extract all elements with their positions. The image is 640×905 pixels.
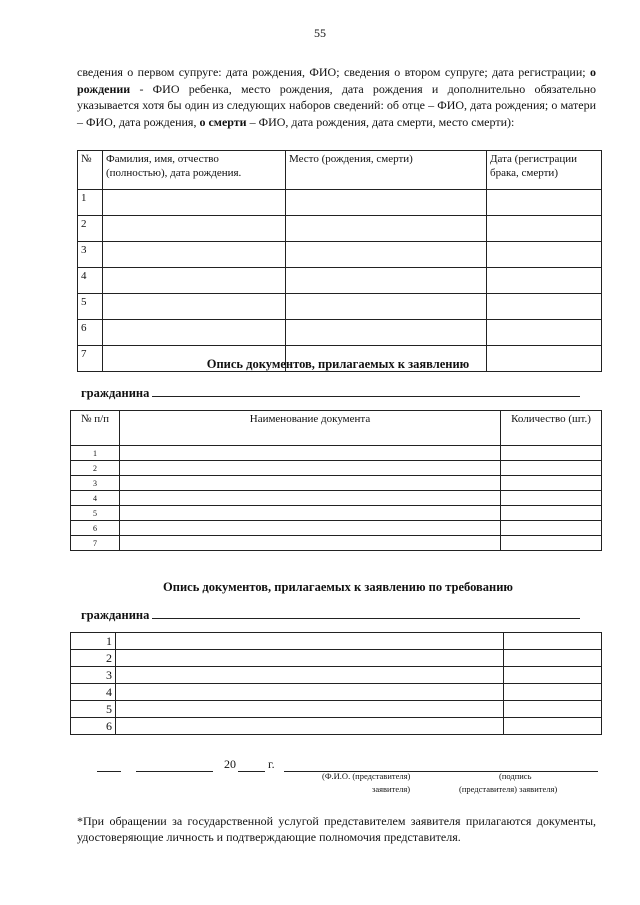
table-row [71, 701, 602, 718]
page-number: 55 [314, 26, 326, 40]
date-cell[interactable] [487, 294, 602, 320]
document-name-cell[interactable] [120, 491, 501, 506]
intro-text-3: – ФИО, дата рождения, дата смерти, место смерти): [246, 114, 515, 129]
year-suffix: г. [268, 757, 275, 771]
row-number: 7 [71, 536, 120, 551]
citizen-label: гражданина [81, 386, 150, 400]
header-quantity: Количество (шт.) [501, 411, 602, 446]
row-number: 5 [78, 294, 103, 320]
header-date: Дата (регистрации брака, смерти) [487, 151, 602, 190]
quantity-cell[interactable] [501, 461, 602, 476]
document-name-cell[interactable] [116, 684, 504, 701]
row-number: 5 [71, 701, 116, 718]
place-cell[interactable] [286, 216, 487, 242]
header-number: № [78, 151, 103, 190]
citizen-line [81, 606, 580, 623]
quantity-cell[interactable] [501, 521, 602, 536]
document-name-cell[interactable] [116, 718, 504, 735]
year-prefix: 20 [224, 757, 236, 771]
header-place: Место (рождения, смерти) [286, 151, 487, 190]
requested-documents-table [70, 632, 602, 735]
table-row [71, 461, 602, 476]
citizen-label: гражданина [81, 608, 150, 622]
row-number: 2 [71, 650, 116, 667]
table-row [71, 718, 602, 735]
row-number: 2 [71, 461, 120, 476]
quantity-cell[interactable] [504, 650, 602, 667]
date-cell[interactable] [487, 216, 602, 242]
records-table-header [78, 151, 602, 190]
row-number: 3 [71, 667, 116, 684]
row-number: 3 [71, 476, 120, 491]
row-number: 4 [71, 684, 116, 701]
table-row [78, 242, 602, 268]
quantity-cell[interactable] [501, 491, 602, 506]
intro-text-1: сведения о первом супруге: дата рождения, ФИО; сведения о втором супруге; дата регистрации; [77, 65, 590, 79]
row-number: 2 [78, 216, 103, 242]
place-cell[interactable] [286, 294, 487, 320]
row-number: 6 [71, 718, 116, 735]
fio-caption-line1: (Ф.И.О. (представителя) [322, 771, 411, 781]
place-cell[interactable] [286, 268, 487, 294]
quantity-cell[interactable] [504, 684, 602, 701]
document-name-cell[interactable] [120, 506, 501, 521]
sign-caption-line2: (представителя) заявителя) [459, 784, 558, 794]
header-document-name: Наименование документа [120, 411, 501, 446]
place-cell[interactable] [286, 320, 487, 346]
quantity-cell[interactable] [504, 633, 602, 650]
table-row [71, 521, 602, 536]
date-cell[interactable] [487, 320, 602, 346]
table-row [71, 536, 602, 551]
date-cell[interactable] [487, 242, 602, 268]
document-name-cell[interactable] [120, 536, 501, 551]
footnote: *При обращении за государственной услугой представителем заявителя прилагаются документы, удостоверяющие личность и подтверждающие полномочия представителя. [77, 814, 596, 844]
requested-documents-title: Опись документов, прилагаемых к заявлению по требованию [163, 580, 513, 594]
quantity-cell[interactable] [501, 506, 602, 521]
row-number: 1 [71, 446, 120, 461]
table-row [71, 684, 602, 701]
date-cell[interactable] [487, 190, 602, 216]
table-row [78, 320, 602, 346]
table-row [71, 491, 602, 506]
document-name-cell[interactable] [120, 521, 501, 536]
row-number: 4 [78, 268, 103, 294]
fullname-cell[interactable] [103, 242, 286, 268]
header-item-number: № п/п [71, 411, 120, 446]
fullname-cell[interactable] [103, 216, 286, 242]
records-table [77, 150, 602, 372]
row-number: 5 [71, 506, 120, 521]
death-label: о смерти [199, 114, 247, 129]
intro-text-2: - ФИО ребенка, место рождения, дата рождения и дополнительно обязательно указывается хотя бы один из следующих наборов сведений: об отце – ФИО, дата рождения; о матери – ФИО, дата рождения, [77, 81, 596, 129]
document-name-cell[interactable] [120, 446, 501, 461]
quantity-cell[interactable] [501, 536, 602, 551]
row-number: 1 [71, 633, 116, 650]
table-row [71, 476, 602, 491]
row-number: 7 [78, 346, 103, 372]
document-name-cell[interactable] [116, 701, 504, 718]
table-row [78, 216, 602, 242]
row-number: 6 [78, 320, 103, 346]
fullname-cell[interactable] [103, 294, 286, 320]
intro-paragraph [77, 64, 596, 130]
quantity-cell[interactable] [504, 701, 602, 718]
quantity-cell[interactable] [501, 446, 602, 461]
month-field[interactable] [136, 771, 213, 772]
document-name-cell[interactable] [120, 476, 501, 491]
citizen-name-field[interactable] [152, 384, 580, 397]
table-row [78, 268, 602, 294]
quantity-cell[interactable] [501, 476, 602, 491]
document-name-cell[interactable] [116, 650, 504, 667]
table-row [71, 506, 602, 521]
row-number: 1 [78, 190, 103, 216]
fio-caption-line2: заявителя) [372, 784, 411, 794]
signature-row [0, 757, 640, 773]
table-row [71, 650, 602, 667]
place-cell[interactable] [286, 190, 487, 216]
row-number: 6 [71, 521, 120, 536]
document-name-cell[interactable] [120, 461, 501, 476]
table-row [78, 294, 602, 320]
quantity-cell[interactable] [504, 667, 602, 684]
citizen-name-field[interactable] [152, 606, 580, 619]
table-row [71, 633, 602, 650]
fullname-cell[interactable] [103, 320, 286, 346]
citizen-line [81, 384, 580, 401]
table-row [71, 446, 602, 461]
row-number: 4 [71, 491, 120, 506]
birth-label: о рождении [77, 65, 596, 96]
table-row [78, 190, 602, 216]
date-cell[interactable] [487, 268, 602, 294]
day-field[interactable] [97, 771, 121, 772]
documents-table [70, 410, 602, 551]
header-fullname: Фамилия, имя, отчество (полностью), дата рождения. [103, 151, 286, 190]
table-row [71, 667, 602, 684]
documents-inventory-title: Опись документов, прилагаемых к заявлению [206, 357, 470, 371]
fullname-cell[interactable] [103, 190, 286, 216]
place-cell[interactable] [286, 242, 487, 268]
document-name-cell[interactable] [116, 633, 504, 650]
sign-caption-line1: (подпись [499, 771, 532, 781]
quantity-cell[interactable] [504, 718, 602, 735]
fullname-cell[interactable] [103, 268, 286, 294]
document-name-cell[interactable] [116, 667, 504, 684]
documents-table-header [71, 411, 602, 446]
year-field[interactable] [238, 771, 265, 772]
row-number: 3 [78, 242, 103, 268]
